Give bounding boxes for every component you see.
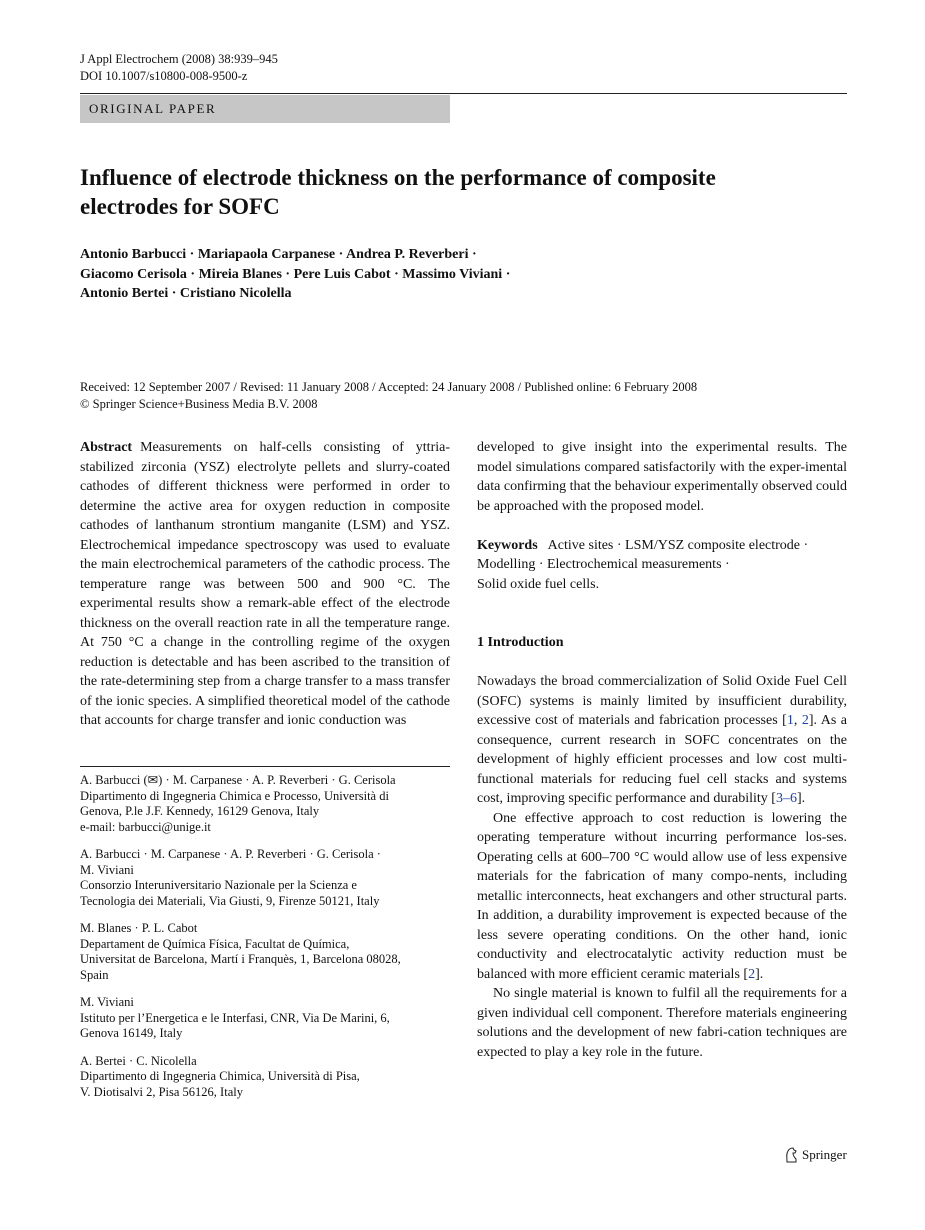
keywords-line: Modelling · Electrochemical measurements · [477, 557, 730, 572]
title-line: electrodes for SOFC [80, 194, 280, 219]
journal-citation [80, 51, 278, 85]
affiliation-line: Spain [80, 967, 109, 982]
affiliation-line: V. Diotisalvi 2, Pisa 56126, Italy [80, 1084, 243, 1099]
header-rule [80, 93, 847, 94]
affiliation-rule [80, 766, 450, 767]
article-title [80, 163, 847, 221]
publication-history [80, 379, 847, 412]
affiliation-line: A. Barbucci · M. Carpanese · A. P. Reverberi · G. Cerisola · [80, 847, 381, 861]
dates-line: Received: 12 September 2007 / Revised: 11 January 2008 / Accepted: 24 January 2008 / Published online: 6 February 2008 [80, 380, 698, 394]
affiliation-line: A. Bertei · C. Nicolella [80, 1053, 197, 1068]
abstract-text: Measurements on half-cells consisting of yttria-stabilized zirconia (YSZ) electrolyte pellets and slurry-coated cathodes of different thickness were performed in order to determine the active area for oxygen reduction in composite cathodes of lanthanum strontium manganite (LSM) and YSZ. Electrochemical impedance spectroscopy was used to evaluate the main electrochemical parameters of the cathodic process. The temperature range was between 500 and 900 °C. The experimental results show a remark-able effect of the electrode thickness on the overall reaction rate in all the temperature range. At 750 °C a change in the controlling regime of the oxygen reduction is detectable and has been ascribed to the transition of the rate-determining step from a charge transfer to a mass transfer of the ionic species. A simplified theoretical model of the cathode that accounts for charge transfer and ionic conduction was [80, 440, 450, 728]
author-line: Antonio Barbucci · Mariapaola Carpanese · Andrea P. Reverberi · [80, 247, 477, 262]
intro-paragraph: Nowadays the broad commercialization of Solid Oxide Fuel Cell (SOFC) systems is mainly limited by insufficient durability, excessive cost of materials and fabrication processes [1, 2]. As a consequence, current research in SOFC concentrates on the development of highly efficient processes and low cost multi-functional materials for reducing fuel cell stacks and systems cost, improving specific performance and durability [3–6]. [477, 674, 847, 806]
affiliation-line: Departament de Química Física, Facultat de Química, [80, 936, 350, 951]
right-column [477, 438, 847, 1062]
affiliation-line: Genova, P.le J.F. Kennedy, 16129 Genova, Italy [80, 804, 320, 818]
affiliation-line: Dipartimento di Ingegneria Chimica e Processo, Università di [80, 788, 389, 803]
affiliation-line: Genova 16149, Italy [80, 1026, 183, 1040]
journal-line: J Appl Electrochem (2008) 38:939–945 [80, 52, 278, 66]
affiliation-line: Consorzio Interuniversitario Nazionale per la Scienza e [80, 878, 357, 892]
abstract-paragraph [80, 438, 450, 731]
affiliation-block [80, 847, 450, 909]
title-line: Influence of electrode thickness on the performance of composite [80, 165, 716, 190]
publisher-name: Springer [802, 1147, 847, 1162]
keywords-paragraph [477, 536, 847, 595]
intro-paragraph: No single material is known to fulfil all the requirements for a given individual cell component. Therefore materials engineering solutions and the development of new fabri-cation techniques are expected to play a key role in the future. [477, 986, 847, 1060]
affiliation-line: Tecnologia dei Materiali, Via Giusti, 9, Firenze 50121, Italy [80, 893, 380, 908]
affiliation-line: e-mail: barbucci@unige.it [80, 819, 211, 834]
doi-line[interactable]: DOI 10.1007/s10800-008-9500-z [80, 69, 248, 83]
affiliation-block [80, 773, 450, 835]
affiliation-line: A. Barbucci (✉) · M. Carpanese · A. P. Reverberi · G. Cerisola [80, 773, 396, 787]
author-line: Antonio Bertei · Cristiano Nicolella [80, 286, 292, 301]
citation-link[interactable]: 3–6 [775, 791, 797, 806]
affiliation-block [80, 921, 450, 983]
affiliation-block [80, 1054, 450, 1101]
keywords-line: Solid oxide fuel cells. [477, 576, 600, 592]
citation-link[interactable]: 2 [801, 713, 809, 728]
affiliation-line: M. Viviani [80, 995, 134, 1009]
affiliation-line: Istituto per l’Energetica e le Interfasi, CNR, Via De Marini, 6, [80, 1010, 390, 1025]
author-list [80, 245, 640, 304]
springer-horse-icon [784, 1147, 798, 1163]
affiliation-line: Dipartimento di Ingegneria Chimica, Università di Pisa, [80, 1069, 360, 1083]
section-banner: ORIGINAL PAPER [80, 95, 450, 123]
copyright-line: © Springer Science+Business Media B.V. 2008 [80, 396, 318, 411]
affiliation-line: M. Viviani [80, 862, 134, 877]
publisher-mark [784, 1146, 847, 1163]
author-line: Giacomo Cerisola · Mireia Blanes · Pere Luis Cabot · Massimo Viviani · [80, 266, 511, 282]
citation-link[interactable]: 2 [748, 966, 756, 982]
keywords-line: Active sites · LSM/YSZ composite electrode · [547, 537, 809, 553]
abstract-label: Abstract [80, 440, 133, 455]
keywords-label: Keywords [477, 537, 538, 553]
intro-paragraph: One effective approach to cost reduction is lowering the operating temperature without incurring performance los-ses. Operating cells at 600–700 °C would allow use of less expensive materials for the fabrication of many compo-nents, including metallic interconnects, heat exchangers and other structural parts. In addition, a durability improvement is expected because of the less severe operating conditions. On the other hand, ionic conductivity and electrocatalytic activity reduction must be balanced with more efficient ceramic materials [2]. [477, 810, 847, 982]
affiliation-line: Universitat de Barcelona, Martí i Franquès, 1, Barcelona 08028, [80, 952, 401, 966]
section-heading-introduction: 1 Introduction [477, 635, 564, 650]
left-column [80, 438, 450, 731]
affiliation-line: M. Blanes · P. L. Cabot [80, 921, 198, 935]
abstract-continuation: developed to give insight into the experimental results. The model simulations compared satisfactorily with the exper-imental data confirming that the behaviour experimentally observed could be approached with the proposed model. [477, 440, 847, 514]
citation-link[interactable]: 1 [786, 713, 794, 728]
affiliation-block [80, 995, 450, 1042]
affiliations [80, 773, 450, 1112]
